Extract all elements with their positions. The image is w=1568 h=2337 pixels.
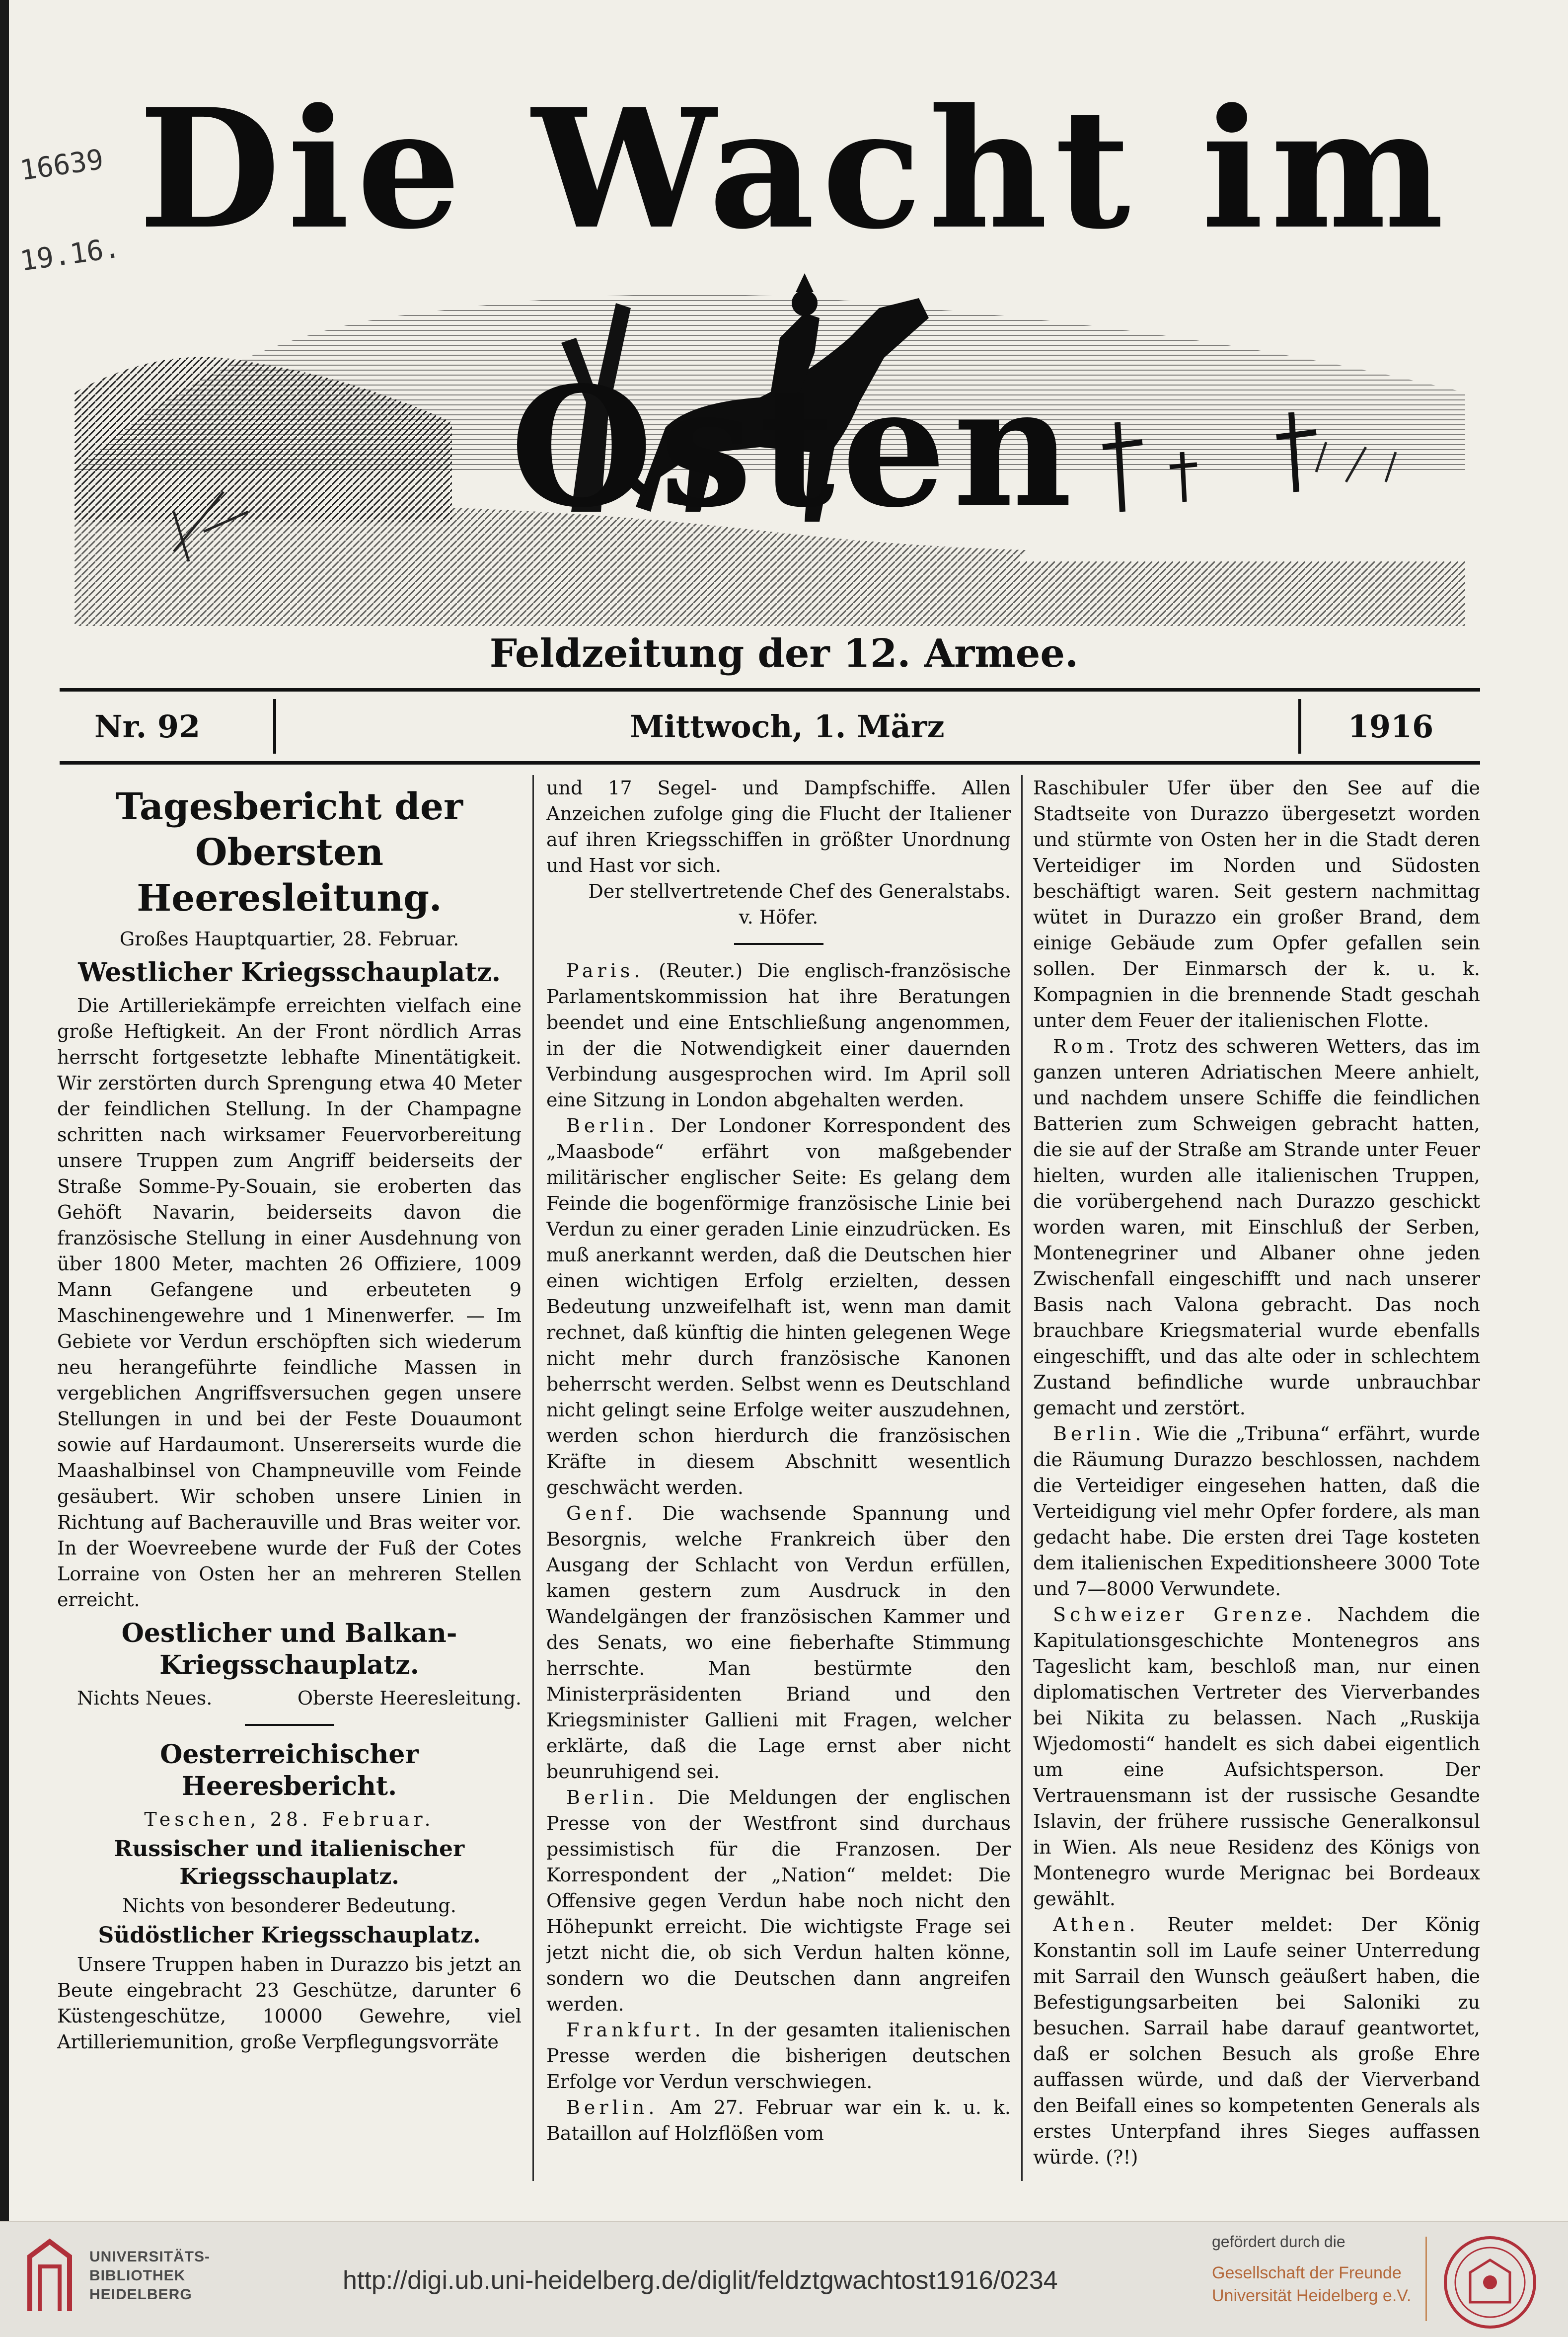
university-seal-icon xyxy=(1440,2233,1540,2332)
article-berlin-2 xyxy=(546,1785,1011,2017)
article-text: Wie die „Tribuna“ erfährt, wurde die Räumung Durazzo beschlossen, nachdem die Verteidiger eingesehen hatten, daß die Verteidigung viel mehr Opfer fordere, als man gedacht habe. Die ersten drei Tage kosteten dem italienischen Expeditionsheere 3000 Tote und 7—8000 Verwundete. xyxy=(1033,1423,1480,1600)
eastern-front-news: Nichts Neues. xyxy=(77,1687,213,1709)
dateline-city: Berlin. xyxy=(566,2097,659,2118)
article-continuation: und 17 Segel- und Dampfschiffe. Allen Anzeichen zufolge ging die Flucht der Italiener auf ihren Kriegsschiffen in größter Unordnung und Hast vor sich. xyxy=(546,777,1011,876)
issue-year: 1916 xyxy=(1298,699,1480,754)
article-frankfurt xyxy=(546,2017,1011,2095)
headline-southeastern-front: Südöstlicher Kriegsschauplatz. xyxy=(98,1923,481,1948)
article-text: In der gesamten italienischen Presse werden die bisherigen deutschen Erfolge vor Verdun verschwiegen. xyxy=(546,2019,1011,2093)
article-berlin-3 xyxy=(546,2095,1011,2146)
article-text: Nachdem die Kapitulationsgeschichte Montenegros ans Tageslicht kam, beschloß man, nur einen diplomatischen Vertreter des Vierverbandes bei Nikita zu belassen. Nach „Ruskija Wjedomosti“ handelt es sich dabei eigentlich um eine Aufsichtsperson. Der Vertrauensmann ist der russische Gesandte Islavin, der frühere russische Generalkonsul in Wien. Als neue Residenz des Königs von Montenegro wurde Merignac bei Bordeaux gewählt. xyxy=(1033,1604,1480,1910)
dateline-city: Berlin. xyxy=(566,1787,659,1808)
article-berlin-1 xyxy=(546,1113,1011,1500)
headline-eastern-front: Oestlicher und Balkan-Kriegsschauplatz. xyxy=(121,1618,457,1680)
dateline-teschen: Teschen, 28. Februar. xyxy=(144,1808,435,1830)
issue-date: Mittwoch, 1. März xyxy=(630,708,945,745)
signature: Oberste Heeresleitung. xyxy=(297,1687,522,1709)
signature-title: Der stellvertretende Chef des Generalstabs. xyxy=(588,880,1011,902)
library-footer xyxy=(0,2221,1568,2337)
article-text: Trotz des schweren Wetters, das im ganzen unteren Adriatischen Meere anhielt, und nachdem unsere Schiffe die feindlichen Batterien zum Schweigen gebracht hatten, die sie auf der Straße am Strande unter Feuer hielten, wurden alle italienischen Truppen, die vorübergehend nach Durazzo geschickt worden waren, mit Einschluß der Serben, Montenegriner und Albaner ohne jeden Zwischenfall eingeschifft und nach unserer Basis nach Valona gebracht. Das noch brauchbare Kriegsmaterial wurde ebenfalls eingeschifft, und das alte oder in schlechtem Zustand befindliche wurde unbrauchbar gemacht und zerstört. xyxy=(1033,1035,1480,1419)
article-text: (Reuter.) Die englisch-französische Parlamentskommission hat ihre Beratungen beendet und eine Entschließung angenommen, in der die Notwendigkeit einer dauernden Verbindung ausgesprochen wird. Im April soll eine Sitzung in London abgehalten werden. xyxy=(546,960,1011,1111)
article-text: Am 27. Februar war ein k. u. k. Bataillon auf Holzflößen vom xyxy=(546,2097,1011,2144)
margin-note-number: 16639 xyxy=(18,143,106,187)
funding-society-line: Universität Heidelberg e.V. xyxy=(1212,2286,1412,2305)
article-text: Der Londoner Korrespondent des „Maasbode“ erfährt von maßgebender militärischer englischer Seite: Es gelang dem Feinde die bogenförmige französische Linie bei Verdun zu einer geraden Linie einzudrücken. Es muß anerkannt werden, daß die Deutschen hier einen wichtigen Erfolg erzielten, dessen Bedeutung unzweifelhaft ist, wenn man damit rechnet, daß künftig die hinten gelegenen Wege nicht mehr durch französische Kanonen beherrscht werden. Selbst wenn es Deutschland nicht gelingt seine Erfolge weiter auszudehnen, werden schon hierdurch die französischen Kräfte in diesem Abschnitt wesentlich geschwächt werden. xyxy=(546,1115,1011,1498)
issue-bar xyxy=(60,688,1480,765)
section-divider xyxy=(734,943,823,945)
university-library-logo-icon xyxy=(20,2237,79,2316)
article-continuation: Raschibuler Ufer über den See auf die Stadtseite von Durazzo übergesetzt worden und stürmte von Osten her in die Stadt deren Verteidiger im Norden und Südosten beschäftigt waren. Seit gestern nachmittag wütet in Durazzo ein großer Brand, dem einige Gebäude zum Opfer gefallen sein sollen. Der Einmarsch der k. u. k. Kompagnien in die brennende Stadt geschah unter dem Feuer der italienischen Flotte. xyxy=(1033,777,1480,1031)
library-name xyxy=(89,2248,210,2304)
article-genf xyxy=(546,1500,1011,1785)
article-athen xyxy=(1033,1912,1480,2170)
funding-society-line: Gesellschaft der Freunde xyxy=(1212,2263,1402,2282)
library-name-line: BIBLIOTHEK xyxy=(89,2267,186,2284)
dateline: Großes Hauptquartier, 28. Februar. xyxy=(119,928,459,950)
issue-number: Nr. 92 xyxy=(60,699,276,754)
dateline-city: Berlin. xyxy=(566,1115,659,1137)
article-southeastern-front: Unsere Truppen haben in Durazzo bis jetzt an Beute eingebracht 23 Geschütze, darunter 6 Küstengeschütze, 10000 Gewehre, viel Artilleriemunition, große Verpflegungsvorräte xyxy=(57,1953,522,2053)
headline-daily-report: Tagesbericht der Obersten Heeresleitung. xyxy=(116,785,463,920)
dateline-city: Paris. xyxy=(566,960,644,982)
article-western-front: Die Artilleriekämpfe erreichten vielfach eine große Heftigkeit. An der Front nördlich Arras herrscht fortgesetzte lebhafte Minentätigkeit. Wir zerstörten durch Sprengung etwa 40 Meter der feindlichen Stellung. In der Champagne schritten nach wirksamer Feuervorbereitung unsere Truppen zum Angriff beiderseits der Straße Somme-Py-Souain, sie eroberten das Gehöft Navarin, beiderseits davon die französische Stellung in einer Ausdehnung von über 1800 Meter, machten 26 Offiziere, 1009 Mann Gefangene und erbeuteten 9 Maschinengewehre und 1 Minenwerfer. — Im Gebiete vor Verdun erschöpften sich wiederum neu herangeführte feindliche Massen in vergeblichen Angriffsversuchen gegen unsere Stellungen in und bei der Feste Douaumont sowie auf Hardaumont. Unsererseits wurde die Maashalbinsel von Champneuville vom Feinde gesäubert. Wir schoben unsere Linien in Richtung auf Bacherauville und Bras weiter vor. In der Woevreebene wurde der Fuß der Cotes Lorraine von Osten her an mehreren Stellen erreicht. xyxy=(57,995,522,1611)
funded-by-label: gefördert durch die xyxy=(1212,2233,1345,2251)
article-text: Die Meldungen der englischen Presse von der Westfront sind durchaus pessimistisch für die Franzosen. Der Korrespondent der „Nation“ meldet: Die Offensive gegen Verdun habe noch nicht den Höhepunkt erreicht. Die wichtigste Frage sei jetzt nicht die, ob sich Verdun halten könne, sondern wo die Deutschen dann angreifen werden. xyxy=(546,1787,1011,2015)
article-rom xyxy=(1033,1033,1480,1421)
newspaper-subtitle: Feldzeitung der 12. Armee. xyxy=(489,631,1079,676)
permalink-url[interactable]: http://digi.ub.uni-heidelberg.de/diglit/feldztgwachtost1916/0234 xyxy=(343,2266,1058,2295)
library-name-line: HEIDELBERG xyxy=(89,2286,192,2303)
scan-edge xyxy=(0,0,9,2221)
newspaper-title-text: Die Wacht im Osten xyxy=(138,73,1451,544)
section-divider xyxy=(245,1724,334,1726)
column-2 xyxy=(546,775,1011,2206)
dateline-city: Frankfurt. xyxy=(566,2019,705,2041)
dateline-city: Schweizer Grenze. xyxy=(1053,1604,1316,1626)
column-rule xyxy=(532,775,534,2181)
library-name-line: UNIVERSITÄTS- xyxy=(89,2249,211,2265)
margin-note-date: 19.16. xyxy=(18,232,122,278)
footer-divider xyxy=(1425,2237,1427,2321)
column-rule xyxy=(1021,775,1023,2181)
article-text: Reuter meldet: Der König Konstantin soll im Laufe seiner Unterredung mit Sarrail den Wunsch geäußert haben, die Befestigungsarbeiten bei Saloniki zu besuchen. Sarrail habe darauf geantwortet, daß er solchen Besuch als große Ehre auffassen würde, und daß der Vierverband den Beifall eines so kompetenten Generals als erstes Unterpfand ihres Sieges auffassen würde. (?!) xyxy=(1033,1914,1480,2168)
headline-western-front: Westlicher Kriegsschauplatz. xyxy=(78,957,501,988)
article-berlin xyxy=(1033,1421,1480,1602)
column-3 xyxy=(1033,775,1480,2206)
headline-russian-italian-front: Russischer und italienischer Kriegsschauplatz. xyxy=(114,1836,465,1889)
article-text: Die wachsende Spannung und Besorgnis, welche Frankreich über den Ausgang der Schlacht von Verdun erfüllen, kamen gestern zum Ausdruck in den Wandelgängen der französischen Kammer und des Senats, wo eine fieberhafte Stimmung herrschte. Man bestürmte den Ministerpräsidenten Briand und den Kriegsminister Gallieni mit Fragen, welcher erklärte, daß die Lage ernst aber nicht beunruhigend sei. xyxy=(546,1502,1011,1783)
eastern-front-line xyxy=(57,1685,522,1711)
article-swiss-border xyxy=(1033,1602,1480,1912)
dateline-city: Rom. xyxy=(1053,1035,1119,1057)
headline-austrian-report: Oesterreichischer Heeresbericht. xyxy=(160,1739,419,1801)
newspaper-title xyxy=(99,30,1490,544)
column-1 xyxy=(57,775,522,2206)
dateline-city: Athen. xyxy=(1053,1914,1139,1936)
dateline-city: Genf. xyxy=(566,1502,637,1524)
article-russian-italian-front: Nichts von besonderer Bedeutung. xyxy=(122,1895,456,1917)
signature-name: v. Höfer. xyxy=(739,906,819,928)
funding-society xyxy=(1212,2261,1411,2307)
article-paris xyxy=(546,958,1011,1113)
dateline-city: Berlin. xyxy=(1053,1423,1145,1445)
